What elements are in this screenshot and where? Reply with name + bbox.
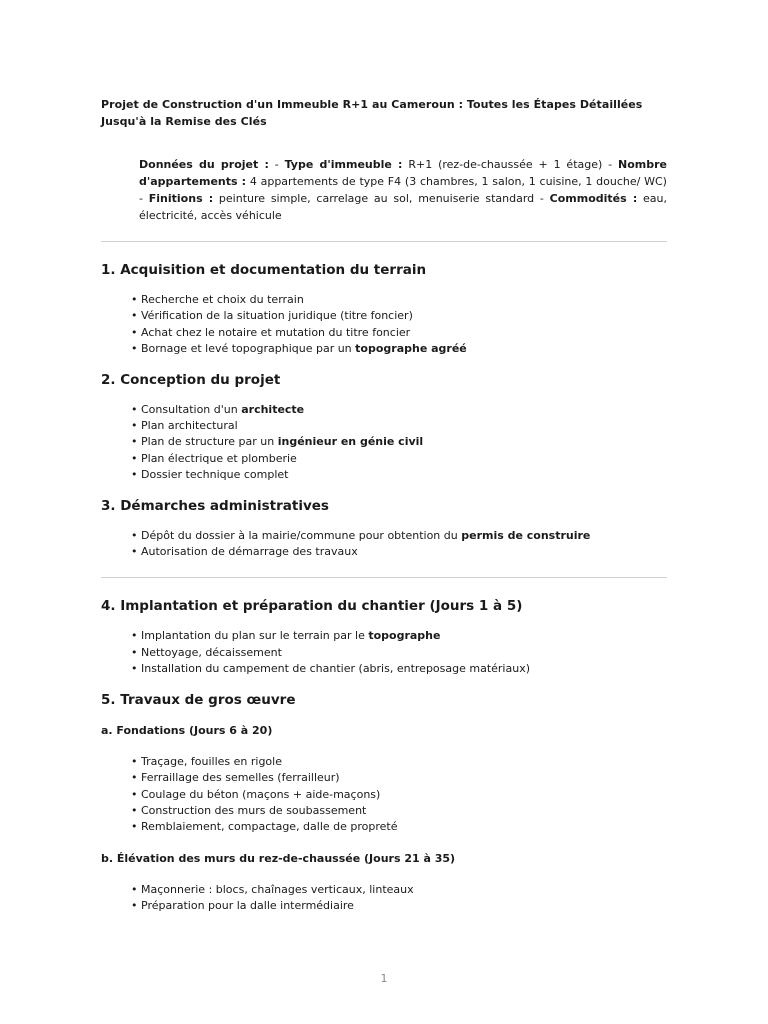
subsection-a-list (101, 754, 667, 836)
text-run: Maçonnerie : blocs, chaînages verticaux, linteaux (141, 882, 414, 896)
list-item (131, 645, 667, 661)
list-item (131, 819, 667, 835)
list-item (131, 661, 667, 677)
subsection-b-list (101, 882, 667, 915)
section-2-title: 2. Conception du projet (101, 371, 281, 388)
list-item (131, 292, 667, 308)
text-run: Plan de structure par un (141, 435, 278, 449)
text-run: Achat chez le notaire et mutation du titre foncier (141, 325, 411, 339)
list-item (131, 325, 667, 341)
list-item (131, 418, 667, 434)
section-3-list (101, 528, 667, 561)
text-run: Traçage, fouilles en rigole (141, 754, 282, 768)
bold-text: topographe agréé (355, 342, 467, 356)
text-run: Plan architectural (141, 419, 238, 433)
text-run: Installation du campement de chantier (abris, entreposage matériaux) (141, 662, 531, 676)
subsection-a-title: a. Fondations (Jours 6 à 20) (101, 723, 273, 737)
section-2-list (101, 402, 667, 484)
bold-text: Type d'immeuble : (284, 158, 403, 171)
list-item (131, 434, 667, 450)
bold-text: Nombre d'appartements : (139, 158, 667, 188)
list-item (131, 467, 667, 483)
separator-1 (101, 241, 667, 242)
list-item (131, 528, 667, 544)
text-run: Dépôt du dossier à la mairie/commune pour obtention du (141, 528, 462, 542)
section-5-title: 5. Travaux de gros œuvre (101, 691, 296, 708)
text-run: Implantation du plan sur le terrain par le (141, 629, 369, 643)
text-run: - (268, 158, 285, 171)
bold-text: Finitions : (148, 192, 214, 205)
bold-text: Données du projet : (139, 158, 269, 171)
section-3-title: 3. Démarches administratives (101, 497, 329, 514)
list-item (131, 898, 667, 914)
text-run: peinture simple, carrelage au sol, menuiserie standard - (213, 192, 550, 205)
section-4-list (101, 628, 667, 677)
list-item (131, 341, 667, 357)
text-run: Vérification de la situation juridique (titre foncier) (141, 309, 413, 323)
separator-2 (101, 577, 667, 578)
section-1-title: 1. Acquisition et documentation du terrain (101, 262, 427, 278)
text-run: Autorisation de démarrage des travaux (141, 545, 358, 559)
section-1-list (101, 292, 667, 358)
text-run: Remblaiement, compactage, dalle de propreté (141, 820, 398, 834)
text-run: eau, électricité, accès véhicule (139, 192, 667, 222)
list-item (131, 882, 667, 898)
text-run: Recherche et choix du terrain (141, 293, 304, 306)
page-number: 1 (380, 972, 388, 985)
text-run: Plan électrique et plomberie (141, 451, 297, 465)
text-run: Nettoyage, décaissement (141, 645, 282, 659)
list-item (131, 628, 667, 644)
text-run: Bornage et levé topographique par un (141, 342, 356, 356)
list-item (131, 770, 667, 786)
bold-text: permis de construire (461, 528, 591, 542)
text-run: Construction des murs de soubassement (141, 803, 367, 817)
bold-text: Commodités : (549, 192, 638, 205)
project-summary (139, 156, 667, 224)
subsection-b-title: b. Élévation des murs du rez-de-chaussée (Jours 21 à 35) (101, 851, 456, 865)
text-run: Coulage du béton (maçons + aide-maçons) (141, 787, 381, 801)
text-run: Consultation d'un (141, 402, 242, 416)
list-item (131, 308, 667, 324)
document-page (101, 96, 667, 915)
list-item (131, 544, 667, 560)
list-item (131, 754, 667, 770)
text-run: Ferraillage des semelles (ferrailleur) (141, 771, 340, 785)
list-item (131, 402, 667, 418)
list-item (131, 803, 667, 819)
text-run: Dossier technique complet (141, 468, 289, 482)
list-item (131, 787, 667, 803)
document-title: Projet de Construction d'un Immeuble R+1 au Cameroun : Toutes les Étapes Détaillées Jusqu'à la Remise des Clés (101, 98, 643, 128)
section-4-title: 4. Implantation et préparation du chantier (Jours 1 à 5) (101, 598, 523, 615)
list-item (131, 451, 667, 467)
bold-text: topographe (368, 629, 441, 643)
bold-text: ingénieur en génie civil (277, 435, 424, 449)
text-run: R+1 (rez-de-chaussée + 1 étage) - (402, 158, 619, 171)
text-run: Préparation pour la dalle intermédiaire (141, 899, 354, 913)
bold-text: architecte (241, 402, 305, 416)
text-run: 4 appartements de type F4 (3 chambres, 1 salon, 1 cuisine, 1 douche/ WC) - (139, 175, 667, 205)
